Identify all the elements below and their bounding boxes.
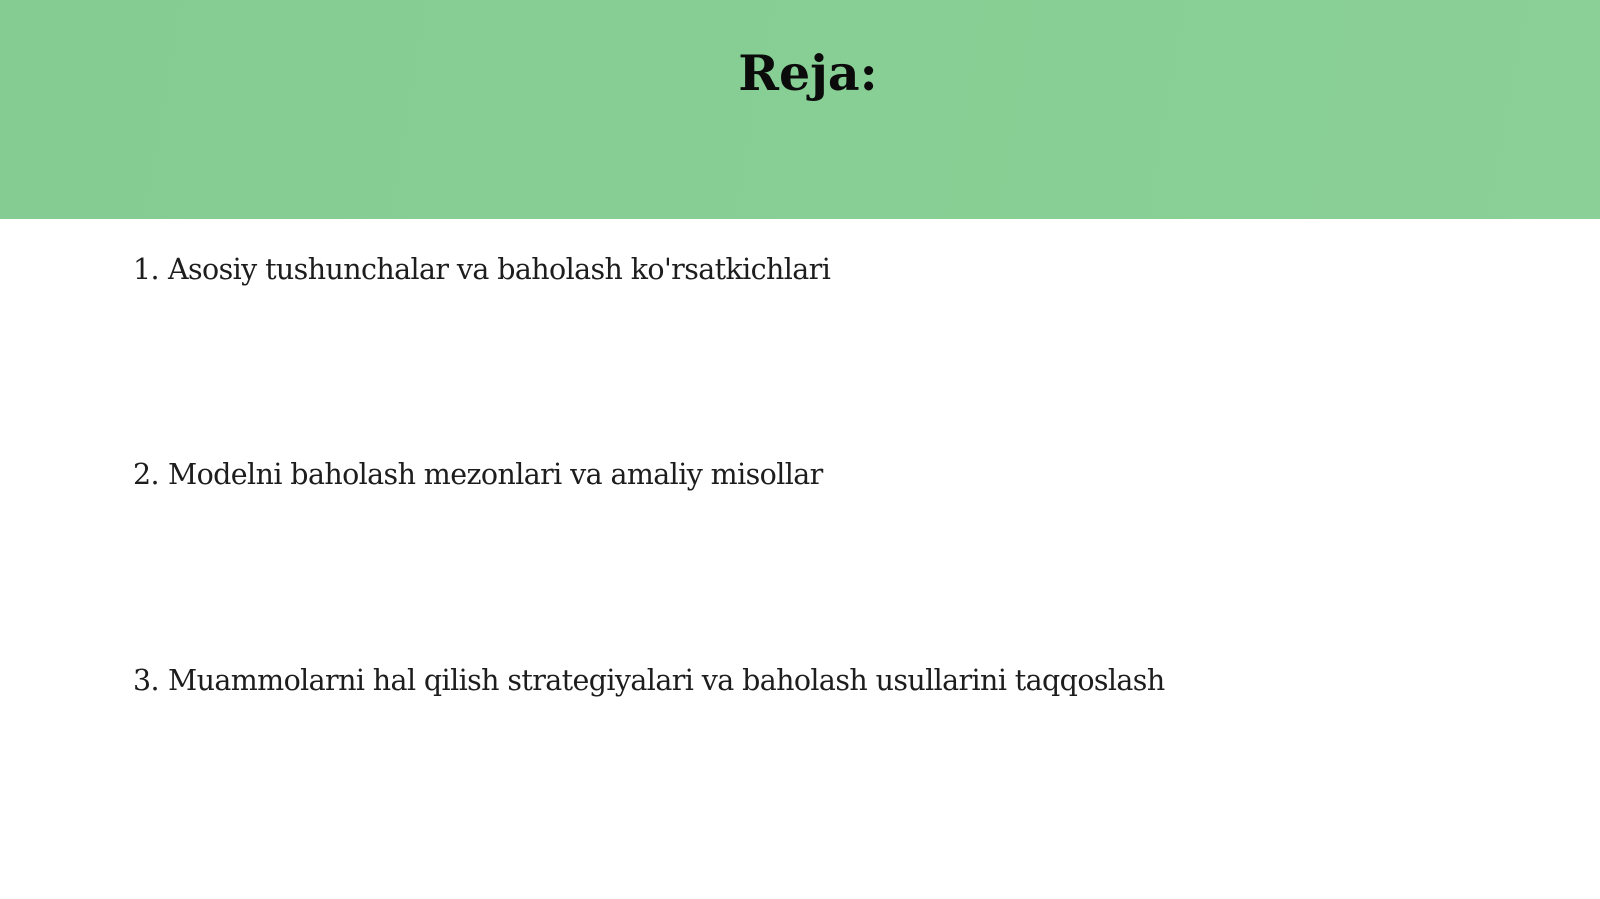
- plan-item-2: [133, 453, 823, 497]
- slide-title: Reja:: [738, 44, 878, 102]
- plan-item-number: 2.: [133, 458, 159, 491]
- plan-item-text: Muammolarni hal qilish strategiyalari va baholash usullarini taqqoslash: [168, 664, 1165, 697]
- header-band: [0, 0, 1600, 219]
- plan-item-number: 1.: [133, 253, 159, 286]
- plan-item-text: Asosiy tushunchalar va baholash ko'rsatkichlari: [168, 253, 831, 286]
- plan-item-3: [133, 659, 1165, 703]
- plan-item-number: 3.: [133, 664, 159, 697]
- plan-item-text: Modelni baholash mezonlari va amaliy misollar: [168, 458, 823, 491]
- plan-item-1: [133, 248, 830, 292]
